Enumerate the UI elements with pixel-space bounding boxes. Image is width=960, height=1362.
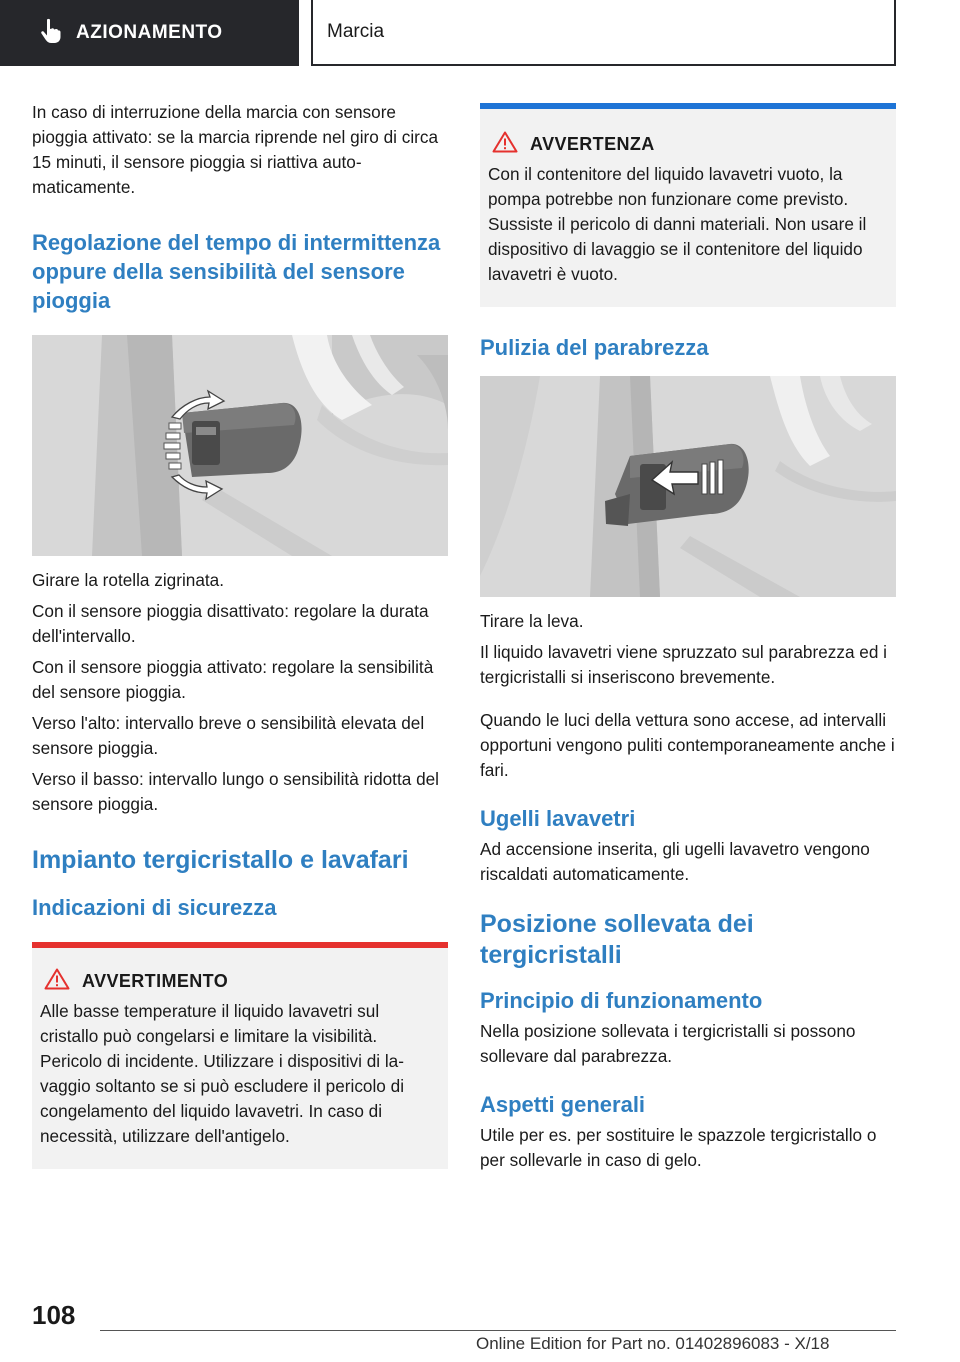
footer-divider bbox=[100, 1330, 896, 1331]
warning-box bbox=[32, 942, 448, 1169]
paragraph-general: Utile per es. per sostituire le spazzole tergicristallo o per sollevarle in caso di gelo. bbox=[480, 1125, 877, 1170]
hand-pointer-icon bbox=[40, 18, 62, 49]
paragraph-raised-principle: Nella posizione sollevata i tergicristalli si possono sollevare dal parabrezza. bbox=[480, 1021, 856, 1066]
left-column bbox=[32, 100, 448, 1169]
heading-windshield-cleaning: Pulizia del parabrezza bbox=[480, 335, 709, 360]
heading-interval-regulation: Regolazione del tempo di intermittenza oppure della sensibilità del sensore pioggia bbox=[32, 230, 441, 313]
paragraph-sensor-on: Con il sensore pioggia attivato: regolare la sensibilità del sensore pioggia. bbox=[32, 657, 434, 702]
warning-triangle-icon bbox=[492, 131, 518, 158]
intro-paragraph: In caso di interruzione della marcia con sensore pioggia attivato: se la marcia riprende nel giro di circa 15 minuti, il sensore pioggia si riattiva automaticamente. bbox=[32, 102, 439, 197]
heading-wiper-system: Impianto tergicristallo e lavafari bbox=[32, 846, 409, 874]
heading-raised-position: Posizione sollevata dei tergicristalli bbox=[480, 910, 754, 969]
chapter-title: AZIONAMENTO bbox=[76, 22, 223, 43]
paragraph-rotate-wheel: Girare la rotella zigrinata. bbox=[32, 570, 225, 590]
chapter-tab bbox=[0, 0, 299, 66]
paragraph-jets-heated: Ad accensione inserita, gli ugelli lavavetro vengono riscaldati automaticamente. bbox=[480, 839, 870, 884]
paragraph-sensor-off: Con il sensore pioggia disattivato: regolare la durata dell'intervallo. bbox=[32, 601, 429, 646]
heading-washer-jets: Ugelli lavavetri bbox=[480, 806, 636, 831]
section-header bbox=[311, 0, 896, 66]
warning-triangle-icon bbox=[44, 968, 70, 995]
heading-general: Aspetti generali bbox=[480, 1092, 646, 1117]
warning-text: Alle basse temperature il liquido lavavetri sul cristallo può congelarsi e limitare la visibilità. Pericolo di incidente. Utilizzare i dispositivi di lavaggio soltanto se si può escludere il pericolo di congelamento del liquido lavavetri. In caso di necessità, utilizzare dell'antigelo. bbox=[40, 1001, 405, 1146]
heading-principle: Principio di funzionamento bbox=[480, 988, 763, 1013]
notice-box bbox=[480, 103, 896, 307]
paragraph-pull-lever: Tirare la leva. bbox=[480, 611, 584, 631]
notice-title: AVVERTENZA bbox=[530, 134, 655, 154]
notice-text: Con il contenitore del liquido lavavetri vuoto, la pompa potrebbe non funzionare come previsto. Sussiste il pericolo di danni materiali. Non usare il dispositivo di lavaggio se il contenitore del liquido lavavetri è vuoto. bbox=[488, 164, 867, 284]
heading-safety: Indicazioni di sicurezza bbox=[32, 895, 277, 920]
paragraph-fluid-sprayed: Il liquido lavavetri viene spruzzato sul parabrezza ed i tergicristalli si inseriscono brevemente. bbox=[480, 642, 887, 687]
paragraph-down: Verso il basso: intervallo lungo o sensibilità ridotta del sensore pioggia. bbox=[32, 769, 440, 814]
warning-title: AVVERTIMENTO bbox=[82, 971, 229, 991]
wiper-lever-image bbox=[32, 335, 448, 556]
wiper-pull-image bbox=[480, 376, 896, 597]
section-title: Marcia bbox=[327, 21, 385, 42]
paragraph-headlights: Quando le luci della vettura sono accese, ad intervalli opportuni vengono puliti contemporaneamente anche i fari. bbox=[480, 710, 895, 780]
edition-note: Online Edition for Part no. 01402896083 - X/18 bbox=[476, 1334, 830, 1353]
right-column bbox=[480, 103, 896, 1179]
paragraph-up: Verso l'alto: intervallo breve o sensibilità elevata del sensore pioggia. bbox=[32, 713, 425, 758]
page-number: 108 bbox=[32, 1300, 76, 1330]
